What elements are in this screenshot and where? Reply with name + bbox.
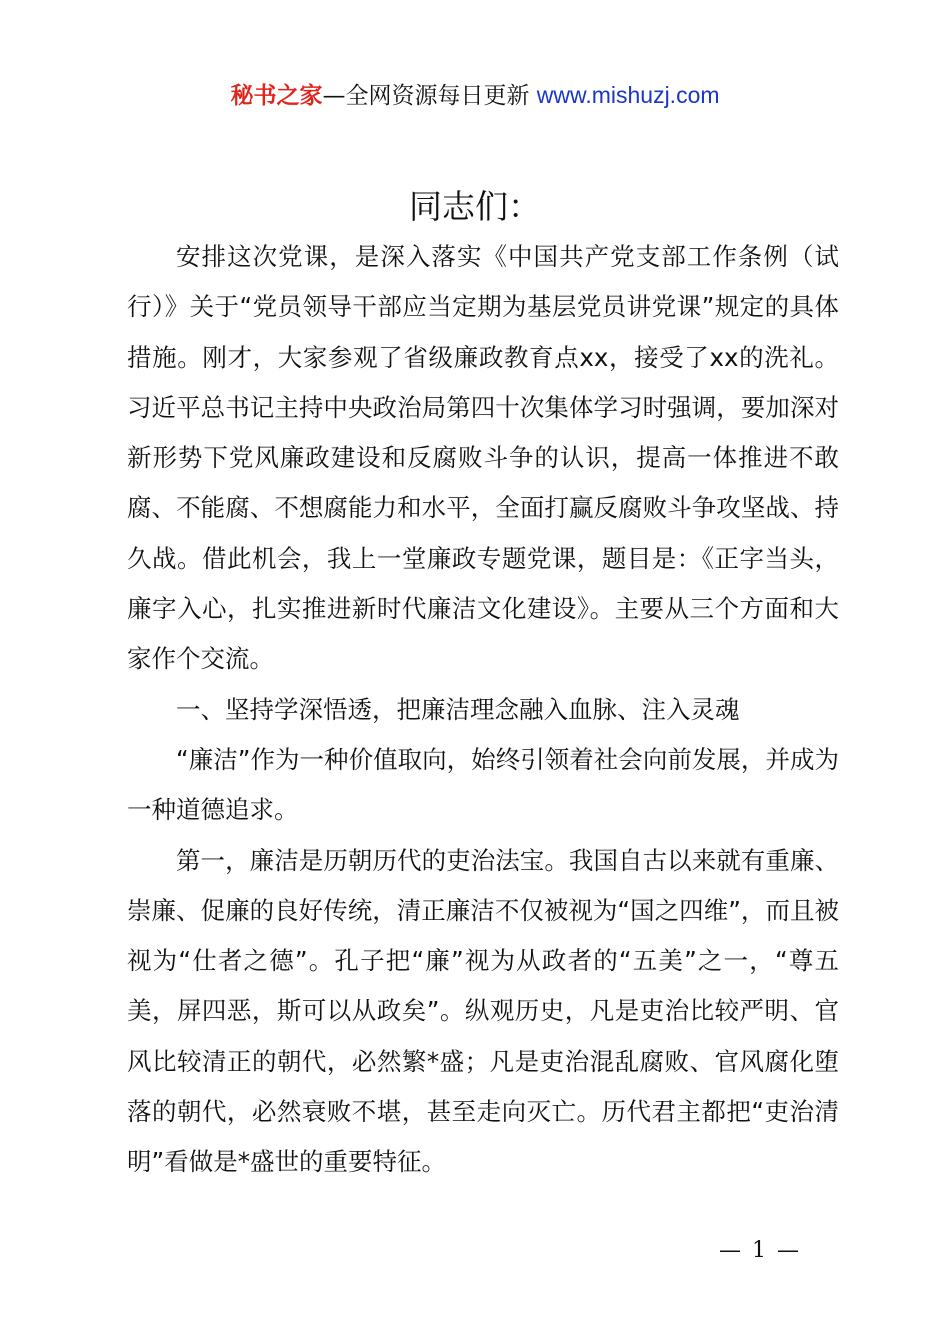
- site-brand: 秘书之家: [230, 83, 323, 109]
- paragraph-first-point: 第一，廉洁是历朝历代的吏治法宝。我国自古以来就有重廉、崇廉、促廉的良好传统，清正廉洁不仅被视为“国之四维”，而且被视为“仕者之德”。孔子把“廉”视为从政者的“五美”之一，“尊五美，屏四恶，斯可以从政矣”。纵观历史，凡是吏治比较严明、官风比较清正的朝代，必然繁*盛；凡是吏治混乱腐败、官风腐化堕落的朝代，必然衰败不堪，甚至走向灭亡。历代君主都把“吏治清明”看做是*盛世的重要特征。: [127, 845, 839, 1177]
- paragraph-integrity-value: “廉洁”作为一种价值取向，始终引领着社会向前发展，并成为一种道德追求。: [127, 744, 839, 825]
- document-body: [127, 232, 839, 1188]
- page-number: — 1 —: [719, 1238, 801, 1263]
- site-tagline: —全网资源每日更新: [322, 83, 537, 109]
- site-header: [0, 78, 950, 113]
- site-url-link[interactable]: www.mishuzj.com: [536, 82, 720, 108]
- section-heading-1: 一、坚持学深悟透，把廉洁理念融入血脉、注入灵魂: [176, 694, 740, 724]
- paragraph-intro: 安排这次党课，是深入落实《中国共产党支部工作条例（试行）》关于“党员领导干部应当定期为基层党员讲党课”规定的具体措施。刚才，大家参观了省级廉政教育点xx，接受了xx的洗礼。习近平总书记主持中央政治局第四十次集体学习时强调，要加深对新形势下党风廉政建设和反腐败斗争的认识，提高一体推进不敢腐、不能腐、不想腐能力和水平，全面打赢反腐败斗争攻坚战、持久战。借此机会，我上一堂廉政专题党课，题目是：《正字当头，廉字入心，扎实推进新时代廉洁文化建设》。主要从三个方面和大家作个交流。: [127, 242, 839, 674]
- salutation-heading: 同志们：: [409, 187, 541, 226]
